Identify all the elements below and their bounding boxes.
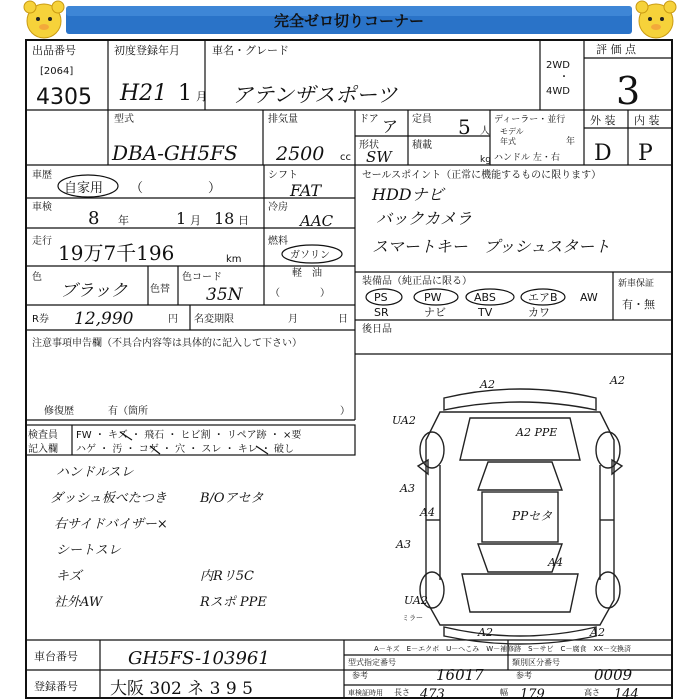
inspection-month-unit: 月 — [190, 214, 201, 227]
grade-label: 評 価 点 — [596, 43, 636, 56]
km-unit: km — [226, 254, 242, 265]
damage-mark: UA2 — [392, 414, 416, 427]
color-label: 色 — [32, 272, 42, 283]
color-code-value: 35N — [206, 285, 243, 305]
year-unit: 年 — [566, 137, 576, 147]
cc-unit: cc — [340, 152, 351, 163]
doors-label: ドア — [359, 114, 379, 125]
comment-line: 社外AW — [54, 595, 103, 610]
repair-label: 修復歴 — [44, 406, 74, 417]
bear-mascot-icon — [636, 1, 676, 38]
equip-abs: ABS — [474, 291, 496, 304]
car-name: アテンザスポーツ — [232, 83, 398, 107]
exterior-label: 外 装 — [590, 114, 616, 127]
length-value: 473 — [420, 687, 445, 700]
displacement-label: 排気量 — [268, 114, 298, 125]
comment-line: 右サイドバイザー× — [54, 517, 168, 532]
height-value: 144 — [614, 687, 639, 700]
ac-label: 冷房 — [268, 202, 288, 213]
fuel-label: 燃料 — [268, 236, 288, 247]
yen-unit: 円 — [168, 314, 178, 325]
inspection-day: 18 — [214, 209, 235, 228]
equip-pw: PW — [424, 291, 442, 304]
fuel-paren: （ ） — [270, 288, 330, 299]
damage-mark: A4 — [548, 556, 563, 569]
width-value: 179 — [520, 687, 545, 700]
body-value: SW — [366, 148, 392, 166]
equip-airbag: エアB — [528, 291, 558, 304]
comment-right: Rスポ PPE — [200, 595, 267, 610]
comment-line: シートスレ — [56, 543, 121, 558]
codes-row-2: ハゲ ・ 汚 ・ コゲ ・ 穴 ・ スレ ・ キレ ・ 破し — [76, 444, 295, 455]
interior-label: 内 装 — [634, 114, 660, 127]
load-label: 積載 — [412, 140, 432, 151]
equip-kawa: カワ — [528, 306, 550, 319]
equip-sr: SR — [374, 306, 389, 319]
mileage-label: 走行 — [32, 236, 52, 247]
class-label: 類別区分番号 — [512, 658, 560, 667]
model-spec-label: 型式指定番号 — [348, 658, 396, 667]
owner-label: 後日品 — [362, 324, 392, 335]
drive-2wd: 2WD — [546, 60, 570, 71]
inspection-year: 8 — [88, 208, 100, 229]
first-reg-label: 初度登録年月 — [114, 44, 180, 57]
reg-value: 大阪 302 ネ 3 9 5 — [110, 679, 253, 699]
chassis-label: 車台番号 — [34, 650, 78, 663]
color-change-label: 色替 — [150, 284, 170, 295]
model-code: DBA-GH5FS — [112, 141, 238, 165]
inspection-day-unit: 日 — [238, 214, 249, 227]
color-value: ブラック — [60, 281, 128, 301]
warranty-label: 新車保証 — [618, 279, 655, 289]
codes-row-1: FW ・ キズ ・ 飛石 ・ ヒビ割 ・ リペア跡 ・ ×要 — [76, 430, 302, 441]
history-paren: （ ） — [130, 181, 222, 196]
damage-mark: A2 PPE — [516, 426, 558, 439]
entry-label: 記入欄 — [28, 444, 58, 455]
history-value: 自家用 — [64, 181, 104, 196]
inspector-label: 検査員 — [28, 430, 58, 441]
exterior-grade: D — [594, 141, 612, 166]
lot-number: 4305 — [36, 85, 92, 110]
damage-mark: A3 — [396, 538, 411, 551]
comment-right: B/Oアセタ — [200, 491, 264, 506]
equip-ps: PS — [374, 291, 388, 304]
comment-list — [50, 465, 267, 610]
equip-aw: AW — [580, 291, 598, 304]
width-label: 幅 — [500, 688, 508, 697]
comment-line: ダッシュ板べたつき — [50, 491, 167, 506]
damage-marks — [392, 374, 625, 639]
first-reg-era: H21 — [120, 81, 168, 106]
equip-navi: ナビ — [424, 306, 446, 319]
grade-score: 3 — [616, 69, 641, 113]
length-label: 長さ — [394, 688, 410, 697]
damage-mark: A3 — [400, 482, 415, 495]
class-ref: 参考 — [516, 671, 532, 680]
inspection-month: 1 — [176, 209, 187, 228]
damage-legend: A－キズ E－エクボ U－へこみ W－補修跡 S－サビ C－腐食 XX－交換済 — [374, 645, 632, 653]
sales-point-line: HDDナビ — [372, 185, 444, 204]
damage-mark: A2 — [590, 626, 605, 639]
drive-4wd: 4WD — [546, 86, 570, 97]
banner-title: 完全ゼロ切りコーナー — [273, 12, 425, 30]
recycle-value: 12,990 — [74, 309, 134, 329]
sales-point-line: スマートキー プッシュスタート — [372, 237, 611, 256]
meigi-month: 月 — [288, 314, 298, 325]
damage-mark: A2 — [478, 626, 493, 639]
fuel-gas: ガソリン — [290, 250, 330, 261]
class-value: 0009 — [594, 666, 633, 684]
comment-line: ハンドルスレ — [56, 465, 134, 480]
damage-mark: A4 — [420, 506, 435, 519]
equipment-label: 装備品（純正品に限る） — [362, 276, 472, 287]
lot-sub: [2064] — [40, 66, 74, 77]
model-spec-ref: 参考 — [352, 671, 368, 680]
capacity-value: 5 — [458, 115, 471, 139]
first-reg-month: 1 — [178, 81, 192, 106]
mileage-value: 19万7千196 — [58, 241, 175, 265]
car-name-label: 車名・グレード — [212, 44, 289, 57]
header-banner — [66, 6, 632, 34]
person-unit: 人 — [480, 126, 490, 137]
height-label: 高さ — [584, 688, 600, 697]
fuel-diesel: 軽 油 — [292, 268, 322, 279]
bear-mascot-icon — [24, 1, 64, 38]
shift-value: FAT — [290, 181, 322, 200]
sheet-frame — [26, 40, 672, 698]
damage-mark: PPセタ — [512, 509, 553, 523]
color-code-label: 色コード — [182, 272, 222, 283]
cert-label: 車検証時用 — [348, 689, 383, 697]
month-unit: 月 — [196, 90, 207, 103]
meigi-label: 名変期限 — [194, 314, 234, 325]
model-year-label-1: モデル — [500, 127, 524, 136]
warranty-choice: 有・無 — [622, 298, 655, 311]
body-label: 形状 — [359, 140, 379, 151]
lot-label: 出品番号 — [32, 44, 76, 57]
handle-label: ハンドル 左・右 — [494, 153, 560, 163]
notes-label: 注意事項申告欄（不具合内容等は具体的に記入して下さい） — [32, 338, 302, 349]
damage-mark: A2 — [480, 378, 495, 391]
repair-value: 有（箇所 — [108, 406, 148, 417]
ac-value: AAC — [300, 212, 334, 230]
inspection-year-unit: 年 — [118, 214, 129, 227]
equip-tv: TV — [478, 306, 493, 319]
meigi-day: 日 — [338, 314, 348, 325]
mirror-label: ミラー — [402, 614, 423, 622]
recycle-label: R券 — [32, 314, 49, 325]
model-spec-value: 16017 — [436, 666, 484, 684]
damage-mark: A2 — [610, 374, 625, 387]
model-label: 型式 — [114, 114, 134, 125]
shift-label: シフト — [268, 170, 298, 181]
inspection-label: 車検 — [32, 202, 52, 213]
model-year-label-2: 年式 — [500, 137, 516, 146]
interior-grade: P — [638, 141, 653, 166]
history-label: 車歴 — [32, 170, 52, 181]
chassis-value: GH5FS-103961 — [128, 648, 270, 669]
kg-unit: kg — [480, 155, 491, 165]
reg-label: 登録番号 — [34, 680, 78, 693]
svg-text:・: ・ — [559, 72, 569, 83]
sales-points-label: セールスポイント（正常に機能するものに限ります） — [362, 170, 602, 181]
comment-line: キズ — [56, 569, 82, 584]
capacity-label: 定員 — [412, 114, 432, 125]
svg-text:ア: ア — [382, 117, 399, 136]
damage-mark: UA2 — [404, 594, 428, 607]
dealer-label: ディーラー・並行 — [494, 115, 566, 125]
sales-point-line: バックカメラ — [376, 209, 473, 228]
svg-text:）: ） — [340, 406, 350, 417]
displacement: 2500 — [276, 143, 325, 165]
comment-right: 内Rリ5C — [200, 569, 255, 584]
